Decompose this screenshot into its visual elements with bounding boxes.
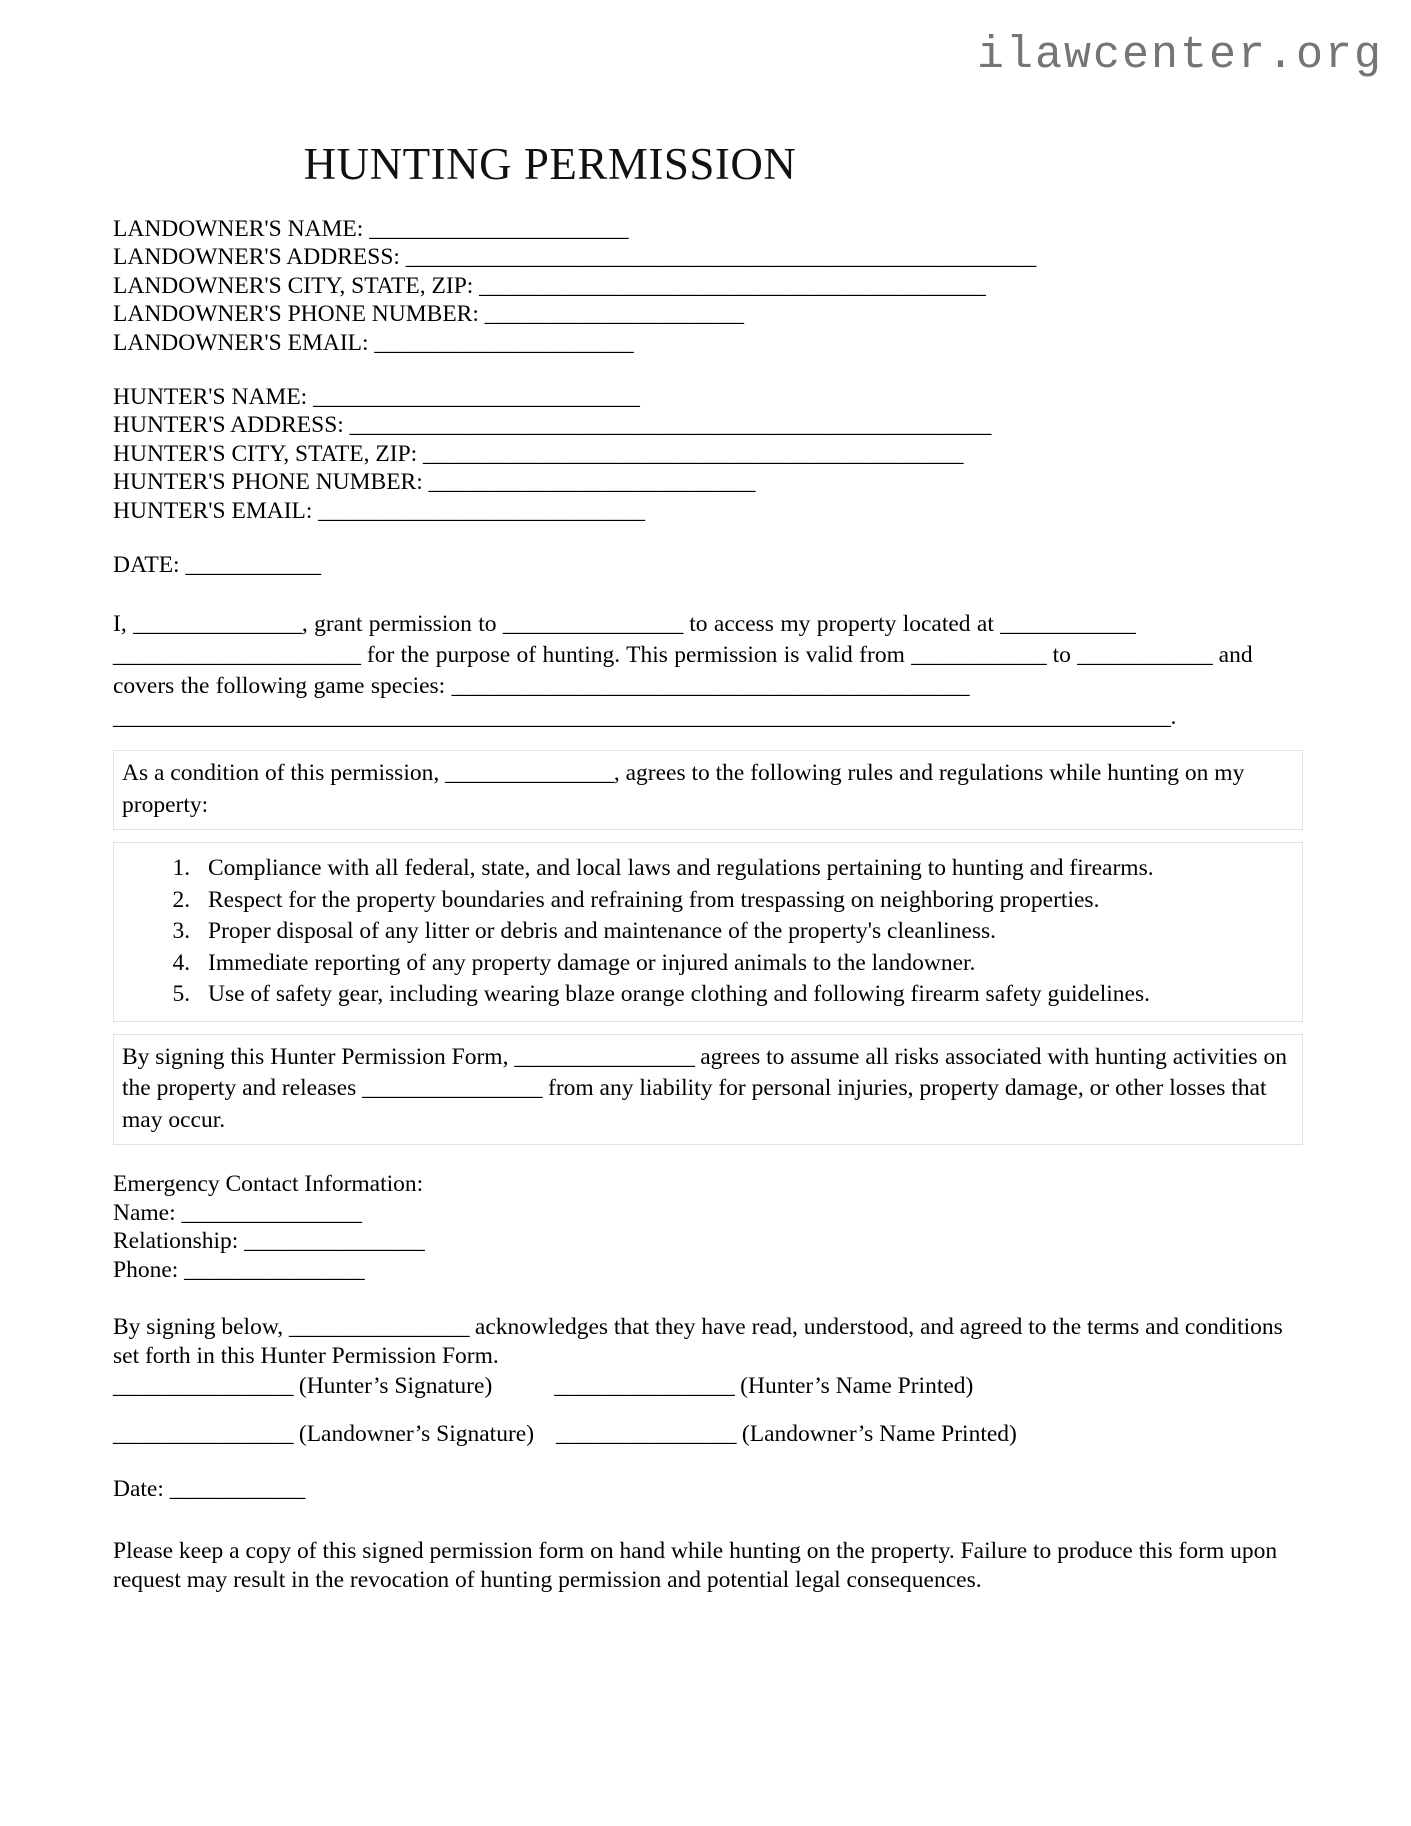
emergency-relationship-input[interactable]: ________________ — [244, 1228, 425, 1255]
grantee-name-input[interactable]: ________________ — [502, 611, 683, 638]
rules-list-box — [113, 842, 1303, 1022]
acknowledger-input[interactable]: ________________ — [289, 1314, 470, 1341]
landowner-email-line — [113, 329, 1303, 357]
landowner-name-input[interactable]: _______________________ — [369, 216, 628, 242]
grant-text-6: and covers the following game species: — [113, 642, 1253, 700]
emergency-phone-input[interactable]: ________________ — [184, 1256, 365, 1283]
hunter-city-line — [113, 440, 1303, 468]
page-title: HUNTING PERMISSION — [303, 139, 797, 190]
list-item: 5. Use of safety gear, including wearing blaze orange clothing and following firearm safety guidelines. — [196, 979, 1294, 1011]
rules-intro-text-1: As a condition of this permission, — [122, 760, 446, 787]
list-item: 2. Respect for the property boundaries and refraining from trespassing on neighboring properties. — [196, 885, 1294, 917]
hunter-signature-row — [113, 1372, 1303, 1400]
hunter-email-line — [113, 497, 1303, 525]
hunter-name-label: HUNTER'S NAME: — [113, 384, 314, 411]
landowner-phone-line — [113, 300, 1303, 328]
rules-agreer-input[interactable]: _______________ — [445, 760, 614, 787]
hunter-email-input[interactable]: _____________________________ — [318, 497, 645, 524]
acknowledgement-text-1: By signing below, — [113, 1314, 290, 1341]
hunter-phone-label: HUNTER'S PHONE NUMBER: — [113, 469, 429, 496]
spacer — [113, 579, 1303, 609]
rules-intro-text-2: , agrees to the following rules and regulations while hunting on my property: — [122, 760, 1245, 818]
landowner-phone-label: LANDOWNER'S PHONE NUMBER: — [113, 301, 485, 328]
hunter-city-input[interactable]: ________________________________________________ — [423, 440, 964, 467]
landowner-address-input[interactable]: ________________________________________________________ — [405, 244, 1036, 271]
valid-to-input[interactable]: ____________ — [1077, 642, 1213, 669]
emergency-phone-line — [113, 1256, 1303, 1284]
risk-text-2: agrees to assume all risks associated with hunting activities on the property and releases — [122, 1043, 1287, 1102]
emergency-phone-label: Phone: — [113, 1256, 185, 1283]
property-location-input-1[interactable]: ____________ — [1000, 611, 1136, 638]
acknowledgement-block — [113, 1313, 1303, 1370]
hunter-address-line — [113, 411, 1303, 439]
landowner-printed-name-input[interactable]: ________________ — [556, 1421, 737, 1448]
hunter-name-line — [113, 383, 1303, 411]
date-bottom-input[interactable]: ____________ — [169, 1475, 305, 1502]
hunter-fields — [113, 383, 1303, 525]
site-watermark: ilawcenter.org — [976, 30, 1383, 81]
landowner-printed-name-label: (Landowner’s Name Printed) — [741, 1421, 1017, 1448]
landowner-signature-label: (Landowner’s Signature) — [298, 1421, 535, 1448]
landowner-signature-row — [113, 1420, 1303, 1448]
emergency-heading: Emergency Contact Information: — [113, 1171, 424, 1198]
hunter-address-input[interactable]: _________________________________________________________ — [349, 412, 991, 439]
emergency-name-input[interactable]: ________________ — [181, 1199, 362, 1226]
grant-text-5: to — [1046, 642, 1078, 669]
emergency-name-line — [113, 1199, 1303, 1227]
risk-text-3: from any liability for personal injuries, property damage, or other losses that may occur. — [122, 1075, 1267, 1133]
list-item: 4. Immediate reporting of any property damage or injured animals to the landowner. — [196, 948, 1294, 980]
date-bottom-line — [113, 1475, 1303, 1503]
emergency-relationship-label: Relationship: — [113, 1228, 245, 1255]
date-top-label: DATE: — [113, 552, 186, 579]
date-top-input[interactable]: ____________ — [185, 552, 321, 579]
grant-text-1: I, — [113, 611, 134, 638]
landowner-signature-input[interactable]: ________________ — [113, 1421, 293, 1448]
landowner-name-line — [113, 215, 1303, 243]
released-party-input[interactable]: ________________ — [362, 1075, 543, 1102]
landowner-city-label: LANDOWNER'S CITY, STATE, ZIP: — [113, 272, 480, 299]
rules-list — [122, 853, 1294, 1011]
hunter-signature-label: (Hunter’s Signature) — [298, 1372, 493, 1399]
risk-assumer-input[interactable]: ________________ — [514, 1043, 695, 1070]
rules-intro-box — [113, 750, 1303, 830]
grant-text-3: to access my property located at — [682, 611, 1001, 638]
grant-text-4: for the purpose of hunting. This permission is valid from — [360, 642, 912, 669]
grant-paragraph — [113, 609, 1303, 733]
grant-text-2: , grant permission to — [301, 611, 503, 638]
hunter-address-label: HUNTER'S ADDRESS: — [113, 412, 350, 439]
emergency-relationship-line — [113, 1227, 1303, 1255]
hunter-city-label: HUNTER'S CITY, STATE, ZIP: — [113, 440, 424, 467]
game-species-input-1[interactable]: ______________________________________________ — [451, 673, 970, 700]
acknowledgement-text-2: acknowledges that they have read, understood, and agreed to the terms and conditions set forth in this Hunter Permission Form. — [113, 1314, 1283, 1369]
closing-note: Please keep a copy of this signed permission form on hand while hunting on the property. Failure to produce this form upon request may result in the revocation of hunting permission and potential legal consequences. — [113, 1538, 1278, 1593]
date-bottom-label: Date: — [113, 1475, 170, 1502]
spacer — [113, 525, 1303, 551]
game-species-input-2[interactable]: ______________________________________________________________________________________________. — [113, 704, 1176, 731]
landowner-phone-input[interactable]: _______________________ — [484, 301, 744, 328]
hunter-printed-name-label: (Hunter’s Name Printed) — [740, 1372, 974, 1399]
spacer — [113, 357, 1303, 383]
landowner-city-input[interactable]: _____________________________________________ — [479, 272, 986, 299]
valid-from-input[interactable]: ____________ — [911, 642, 1047, 669]
landowner-email-input[interactable]: _______________________ — [374, 329, 634, 356]
risk-assumption-box — [113, 1034, 1303, 1146]
landowner-address-label: LANDOWNER'S ADDRESS: — [113, 244, 406, 271]
landowner-fields — [113, 215, 1303, 357]
hunter-name-input[interactable]: _____________________________ — [313, 384, 640, 411]
landowner-city-line — [113, 272, 1303, 300]
hunter-signature-input[interactable]: ________________ — [113, 1372, 293, 1399]
date-top-line — [113, 551, 1303, 579]
landowner-email-label: LANDOWNER'S EMAIL: — [113, 329, 375, 356]
form-body — [113, 215, 1303, 1594]
hunter-email-label: HUNTER'S EMAIL: — [113, 497, 319, 524]
hunter-phone-line — [113, 468, 1303, 496]
list-item: 1. Compliance with all federal, state, and local laws and regulations pertaining to hunting and firearms. — [196, 853, 1294, 885]
grantor-name-input[interactable]: _______________ — [133, 611, 302, 638]
risk-text-1: By signing this Hunter Permission Form, — [122, 1043, 515, 1070]
emergency-name-label: Name: — [113, 1199, 182, 1226]
hunter-phone-input[interactable]: _____________________________ — [428, 469, 755, 496]
list-item: 3. Proper disposal of any litter or debris and maintenance of the property's cleanliness. — [196, 916, 1294, 948]
landowner-name-label: LANDOWNER'S NAME: — [113, 216, 370, 242]
property-location-input-2[interactable]: ______________________ — [113, 642, 361, 669]
landowner-address-line — [113, 243, 1303, 271]
emergency-contact-block — [113, 1170, 1303, 1284]
hunter-printed-name-input[interactable]: ________________ — [554, 1372, 735, 1399]
